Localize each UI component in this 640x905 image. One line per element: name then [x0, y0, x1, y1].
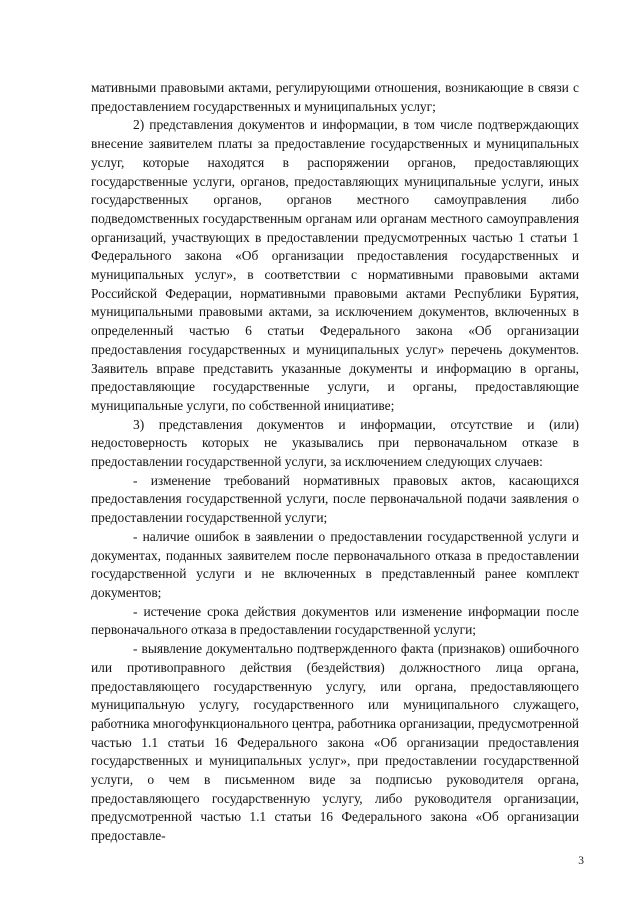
paragraph-case-requirements-change: - изменение требований нормативных правовых актов, касающихся предоставления государственной услуги, после первоначальной подачи заявления о предоставлении государственной услуги;: [91, 472, 579, 526]
body-text: [91, 79, 579, 846]
paragraph-case-errors: - наличие ошибок в заявлении о предоставлении государственной услуги и документах, поданных заявителем после первоначального отказа в предоставлении государственной услуги и не включенных в представленный ранее комплект документов;: [91, 528, 579, 600]
paragraph-item-3: 3) представления документов и информации, отсутствие и (или) недостоверность которых не указывались при первоначальном отказе в предоставлении государственной услуги, за исключением следующих случаев:: [91, 416, 579, 470]
paragraph-case-expiration: - истечение срока действия документов или изменение информации после первоначального отказа в предоставлении государственной услуги;: [91, 603, 579, 638]
paragraph-continuation: мативными правовыми актами, регулирующими отношения, возникающие в связи с предоставлением государственных и муниципальных услуг;: [91, 80, 579, 114]
page-number: 3: [578, 855, 584, 867]
paragraph-case-misconduct: - выявление документально подтвержденного факта (признаков) ошибочного или противоправного действия (бездействия) должностного лица органа, предоставляющего государственную услугу, или органа, предоставляющего муниципальную услугу, государственного или муниципального служащего, работника многофункционального центра, работника организации, предусмотренной частью 1.1 статьи 16 Федерального закона «Об организации предоставления государственных и муниципальных услуг», при предоставлении государственной услуги, о чем в письменном виде за подписью руководителя органа, предоставляющего государственную услугу, либо руководителя организации, предусмотренной частью 1.1 статьи 16 Федерального закона «Об организации предоставле-: [91, 641, 579, 844]
paragraph-item-2: 2) представления документов и информации, в том числе подтверждающих внесение заявителем платы за предоставление государственных и муниципальных услуг, которые находятся в распоряжении органов, предоставляющих государственные услуги, органов, предоставляющих муниципальные услуги, иных государственных органов, органов местного самоуправления либо подведомственных государственным органам или органам местного самоуправления организаций, участвующих в предоставлении предусмотренных частью 1 статьи 1 Федерального закона «Об организации предоставления государственных и муниципальных услуг», в соответствии с нормативными правовыми актами Российской Федерации, нормативными правовыми актами Республики Бурятия, муниципальными правовыми актами, за исключением документов, включенных в определенный частью 6 статьи Федерального закона «Об организации предоставления государственных и муниципальных услуг» перечень документов. Заявитель вправе представить указанные документы и информацию в органы, предоставляющие государственные услуги, и органы, предоставляющие муниципальные услуги, по собственной инициативе;: [91, 117, 579, 413]
